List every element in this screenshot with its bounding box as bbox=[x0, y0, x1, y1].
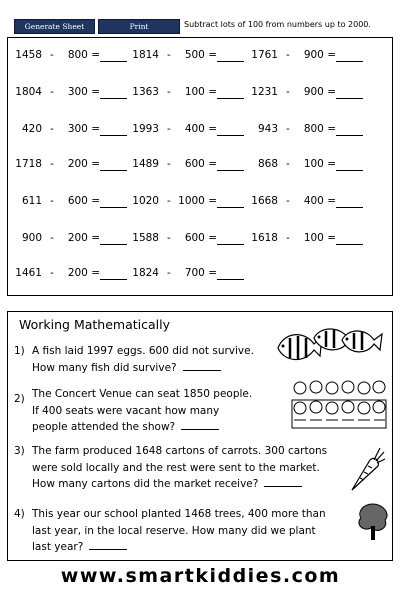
question-line: How many cartons did the market receive? bbox=[32, 478, 259, 490]
problem-cell bbox=[250, 49, 368, 63]
minus-sign: - bbox=[50, 86, 54, 98]
minus-sign: - bbox=[50, 232, 54, 244]
subtrahend: 900 = bbox=[303, 49, 336, 61]
subtrahend: 700 = bbox=[184, 267, 217, 279]
subtrahend: 600 = bbox=[184, 158, 217, 170]
answer-blank[interactable] bbox=[100, 207, 127, 208]
answer-blank[interactable] bbox=[217, 135, 244, 136]
minuend: 1461 bbox=[15, 267, 42, 279]
subtrahend: 600 = bbox=[184, 232, 217, 244]
subtrahend: 200 = bbox=[67, 232, 100, 244]
answer-blank[interactable] bbox=[100, 135, 127, 136]
question-line: last year, in the local reserve. How many did we plant bbox=[32, 524, 316, 537]
answer-blank[interactable] bbox=[89, 541, 127, 550]
minus-sign: - bbox=[286, 86, 290, 98]
minuend: 1718 bbox=[15, 158, 42, 170]
problem-cell bbox=[14, 86, 132, 100]
problem-cell bbox=[131, 49, 249, 63]
answer-blank[interactable] bbox=[217, 170, 244, 171]
answer-blank[interactable] bbox=[217, 98, 244, 99]
subtrahend: 300 = bbox=[67, 123, 100, 135]
problem-cell bbox=[131, 123, 249, 137]
minuend: 1458 bbox=[15, 49, 42, 61]
problem-cell bbox=[14, 49, 132, 63]
question-line: A fish laid 1997 eggs. 600 did not survive. bbox=[32, 345, 254, 357]
minuend: 1993 bbox=[132, 123, 159, 135]
minuend: 1489 bbox=[132, 158, 159, 170]
question-number: 4) bbox=[14, 508, 25, 520]
answer-blank[interactable] bbox=[217, 61, 244, 62]
minuend: 868 bbox=[257, 158, 278, 170]
minuend: 1824 bbox=[132, 267, 159, 279]
minuend: 1804 bbox=[15, 86, 42, 98]
subtrahend: 800 = bbox=[67, 49, 100, 61]
problem-cell bbox=[250, 158, 368, 172]
minuend: 1761 bbox=[251, 49, 278, 61]
problem-cell bbox=[250, 86, 368, 100]
answer-blank[interactable] bbox=[336, 135, 363, 136]
answer-blank[interactable] bbox=[217, 207, 244, 208]
question-line: The Concert Venue can seat 1850 people. bbox=[32, 388, 253, 400]
answer-blank[interactable] bbox=[336, 244, 363, 245]
subtrahend: 400 = bbox=[184, 123, 217, 135]
minus-sign: - bbox=[50, 158, 54, 170]
problem-cell bbox=[14, 195, 132, 209]
problem-cell bbox=[131, 86, 249, 100]
minus-sign: - bbox=[167, 267, 171, 279]
minus-sign: - bbox=[167, 86, 171, 98]
subtrahend: 800 = bbox=[303, 123, 336, 135]
problem-cell bbox=[131, 195, 249, 209]
minuend: 900 bbox=[21, 232, 42, 244]
problem-cell bbox=[14, 158, 132, 172]
answer-blank[interactable] bbox=[336, 207, 363, 208]
question-number: 3) bbox=[14, 445, 25, 457]
question-text bbox=[32, 343, 254, 376]
minus-sign: - bbox=[286, 123, 290, 135]
minus-sign: - bbox=[50, 195, 54, 207]
minus-sign: - bbox=[50, 267, 54, 279]
subtrahend: 900 = bbox=[303, 86, 336, 98]
carrot-icon bbox=[346, 446, 386, 494]
site-url: www.smartkiddies.com bbox=[60, 565, 341, 587]
question-line: If 400 seats were vacant how many bbox=[32, 404, 220, 417]
question-number: 2) bbox=[14, 393, 25, 405]
question-text bbox=[32, 386, 252, 436]
question-line: were sold locally and the rest were sent to the market. bbox=[32, 461, 320, 474]
subtrahend: 200 = bbox=[67, 267, 100, 279]
minuend: 1668 bbox=[251, 195, 278, 207]
minus-sign: - bbox=[286, 158, 290, 170]
answer-blank[interactable] bbox=[100, 170, 127, 171]
question-number: 1) bbox=[14, 345, 25, 357]
question-line: people attended the show? bbox=[32, 421, 176, 433]
minuend: 611 bbox=[21, 195, 42, 207]
subtrahend: 400 = bbox=[303, 195, 336, 207]
print-button[interactable]: Print bbox=[98, 19, 180, 34]
fish-icon bbox=[270, 322, 385, 374]
answer-blank[interactable] bbox=[217, 279, 244, 280]
minus-sign: - bbox=[286, 232, 290, 244]
minus-sign: - bbox=[167, 195, 171, 207]
answer-blank[interactable] bbox=[217, 244, 244, 245]
answer-blank[interactable] bbox=[264, 478, 302, 487]
answer-blank[interactable] bbox=[181, 421, 219, 430]
problem-cell bbox=[250, 195, 368, 209]
answer-blank[interactable] bbox=[100, 244, 127, 245]
problem-cell bbox=[14, 232, 132, 246]
minus-sign: - bbox=[286, 49, 290, 61]
minuend: 1618 bbox=[251, 232, 278, 244]
minuend: 1231 bbox=[251, 86, 278, 98]
problem-cell bbox=[131, 267, 249, 281]
answer-blank[interactable] bbox=[100, 98, 127, 99]
question-line: This year our school planted 1468 trees, 400 more than bbox=[32, 508, 326, 520]
problem-cell bbox=[131, 158, 249, 172]
subtrahend: 500 = bbox=[184, 49, 217, 61]
generate-sheet-button[interactable]: Generate Sheet bbox=[14, 19, 95, 34]
minus-sign: - bbox=[286, 195, 290, 207]
minuend: 420 bbox=[21, 123, 42, 135]
minuend: 1363 bbox=[132, 86, 159, 98]
minuend: 943 bbox=[257, 123, 278, 135]
subtrahend: 100 = bbox=[303, 232, 336, 244]
minus-sign: - bbox=[167, 123, 171, 135]
minus-sign: - bbox=[167, 49, 171, 61]
working-title: Working Mathematically bbox=[19, 317, 171, 332]
subtrahend: 600 = bbox=[67, 195, 100, 207]
minuend: 1020 bbox=[132, 195, 159, 207]
audience-icon bbox=[290, 378, 388, 430]
minuend: 1588 bbox=[132, 232, 159, 244]
question-line: How many fish did survive? bbox=[32, 361, 177, 374]
answer-blank[interactable] bbox=[336, 170, 363, 171]
question-line: last year? bbox=[32, 541, 84, 553]
problem-cell bbox=[131, 232, 249, 246]
problem-cell bbox=[14, 267, 132, 281]
question-text bbox=[32, 506, 326, 556]
minus-sign: - bbox=[50, 123, 54, 135]
answer-blank[interactable] bbox=[336, 61, 363, 62]
instructions-text: Subtract lots of 100 from numbers up to 2000. bbox=[184, 20, 371, 29]
answer-blank[interactable] bbox=[183, 362, 221, 371]
question-line: The farm produced 1648 cartons of carrots. 300 cartons bbox=[32, 445, 328, 457]
problem-cell bbox=[250, 232, 368, 246]
subtrahend: 100 = bbox=[184, 86, 217, 98]
answer-blank[interactable] bbox=[336, 98, 363, 99]
subtrahend: 200 = bbox=[67, 158, 100, 170]
tree-icon bbox=[355, 500, 391, 542]
problem-cell bbox=[250, 123, 368, 137]
minus-sign: - bbox=[167, 158, 171, 170]
subtrahend: 1000 = bbox=[178, 195, 217, 207]
minuend: 1814 bbox=[132, 49, 159, 61]
subtrahend: 300 = bbox=[67, 86, 100, 98]
answer-blank[interactable] bbox=[100, 61, 127, 62]
problem-cell bbox=[14, 123, 132, 137]
minus-sign: - bbox=[167, 232, 171, 244]
answer-blank[interactable] bbox=[100, 279, 127, 280]
subtrahend: 100 = bbox=[303, 158, 336, 170]
minus-sign: - bbox=[50, 49, 54, 61]
question-text bbox=[32, 443, 327, 493]
